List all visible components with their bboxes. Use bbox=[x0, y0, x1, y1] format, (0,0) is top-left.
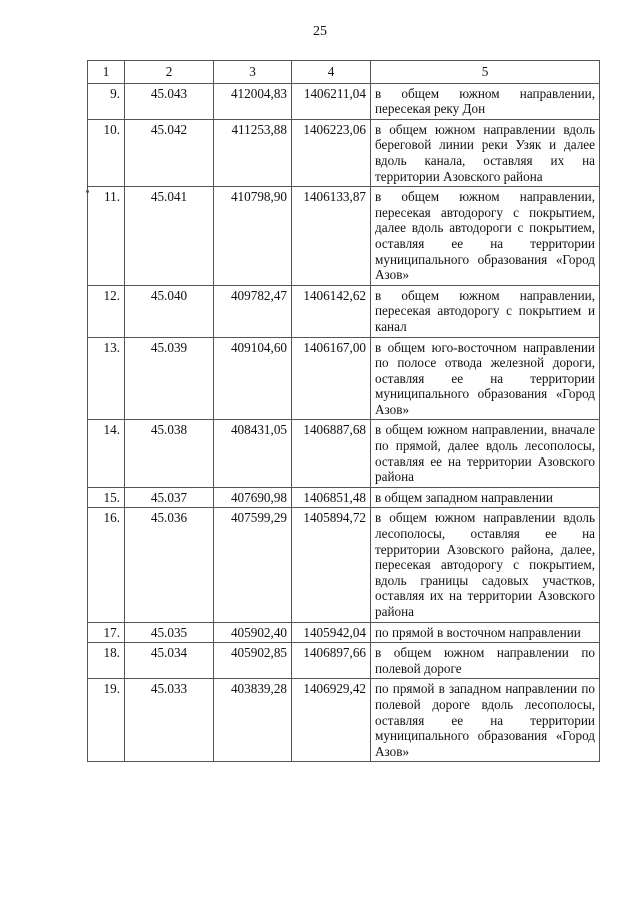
page-number: 25 bbox=[313, 24, 327, 39]
coord-y: 1406223,06 bbox=[292, 119, 371, 186]
direction-description: в общем западном направлении bbox=[371, 487, 600, 508]
table-row bbox=[88, 337, 600, 420]
direction-description: в общем южном направлении, вначале по прямой, далее вдоль лесополосы, оставляя ее на территории Азовского района bbox=[371, 420, 600, 487]
point-code: 45.039 bbox=[125, 337, 214, 420]
row-number: 16. bbox=[88, 508, 125, 622]
coord-y: 1406929,42 bbox=[292, 679, 371, 762]
header-col-3: 3 bbox=[214, 61, 292, 84]
coord-y: 1406851,48 bbox=[292, 487, 371, 508]
coord-y: 1406887,68 bbox=[292, 420, 371, 487]
direction-description: в общем южном направлении вдоль лесополосы, оставляя ее на территории Азовского района, далее, пересекая автодорогу с покрытием, вдоль границы садовых участков, оставляя их на территории Азовского района bbox=[371, 508, 600, 622]
point-code: 45.033 bbox=[125, 679, 214, 762]
table-row bbox=[88, 487, 600, 508]
coord-x: 403839,28 bbox=[214, 679, 292, 762]
row-number: 11. bbox=[88, 187, 125, 286]
direction-description: в общем южном направлении по полевой дороге bbox=[371, 643, 600, 679]
table-row bbox=[88, 643, 600, 679]
coord-x: 408431,05 bbox=[214, 420, 292, 487]
point-code: 45.041 bbox=[125, 187, 214, 286]
direction-description: в общем юго-восточном направлении по полосе отвода железной дороги, оставляя ее на территории муниципального образования «Город Азов» bbox=[371, 337, 600, 420]
coord-x: 412004,83 bbox=[214, 83, 292, 119]
point-code: 45.034 bbox=[125, 643, 214, 679]
row-number: 18. bbox=[88, 643, 125, 679]
table-row bbox=[88, 119, 600, 186]
row-number: 13. bbox=[88, 337, 125, 420]
table-row bbox=[88, 679, 600, 762]
point-code: 45.040 bbox=[125, 285, 214, 337]
coord-y: 1406133,87 bbox=[292, 187, 371, 286]
table-row bbox=[88, 187, 600, 286]
coord-x: 411253,88 bbox=[214, 119, 292, 186]
coord-y: 1406897,66 bbox=[292, 643, 371, 679]
table-row bbox=[88, 420, 600, 487]
table-row bbox=[88, 622, 600, 643]
row-number: 9. bbox=[88, 83, 125, 119]
point-code: 45.035 bbox=[125, 622, 214, 643]
coord-x: 409104,60 bbox=[214, 337, 292, 420]
point-code: 45.043 bbox=[125, 83, 214, 119]
row-number: 19. bbox=[88, 679, 125, 762]
coord-y: 1405894,72 bbox=[292, 508, 371, 622]
coord-x: 409782,47 bbox=[214, 285, 292, 337]
row-number: 12. bbox=[88, 285, 125, 337]
table-row bbox=[88, 83, 600, 119]
row-number: 17. bbox=[88, 622, 125, 643]
point-code: 45.038 bbox=[125, 420, 214, 487]
direction-description: в общем южном направлении, пересекая автодорогу с покрытием, далее вдоль автодороги с покрытием, оставляя ее на территории муниципального образования «Город Азов» bbox=[371, 187, 600, 286]
coord-x: 407599,29 bbox=[214, 508, 292, 622]
coord-x: 407690,98 bbox=[214, 487, 292, 508]
row-number: 14. bbox=[88, 420, 125, 487]
coord-x: 405902,85 bbox=[214, 643, 292, 679]
coord-y: 1406167,00 bbox=[292, 337, 371, 420]
row-number: 10. bbox=[88, 119, 125, 186]
direction-description: по прямой в западном направлении по полевой дороге вдоль лесополосы, оставляя ее на территории муниципального образования «Город Азов» bbox=[371, 679, 600, 762]
direction-description: в общем южном направлении, пересекая реку Дон bbox=[371, 83, 600, 119]
table-row bbox=[88, 508, 600, 622]
point-code: 45.037 bbox=[125, 487, 214, 508]
row-number: 15. bbox=[88, 487, 125, 508]
coord-y: 1405942,04 bbox=[292, 622, 371, 643]
direction-description: по прямой в восточном направлении bbox=[371, 622, 600, 643]
table-row bbox=[88, 285, 600, 337]
point-code: 45.042 bbox=[125, 119, 214, 186]
point-code: 45.036 bbox=[125, 508, 214, 622]
direction-description: в общем южном направлении вдоль береговой линии реки Узяк и далее вдоль канала, оставляя их на территории Азовского района bbox=[371, 119, 600, 186]
header-col-1: 1 bbox=[88, 61, 125, 84]
coord-x: 410798,90 bbox=[214, 187, 292, 286]
header-col-2: 2 bbox=[125, 61, 214, 84]
header-col-4: 4 bbox=[292, 61, 371, 84]
header-col-5: 5 bbox=[371, 61, 600, 84]
direction-description: в общем южном направлении, пересекая автодорогу с покрытием и канал bbox=[371, 285, 600, 337]
coord-y: 1406211,04 bbox=[292, 83, 371, 119]
coord-y: 1406142,62 bbox=[292, 285, 371, 337]
table-header-row bbox=[88, 61, 600, 84]
boundary-points-table bbox=[87, 60, 600, 762]
coord-x: 405902,40 bbox=[214, 622, 292, 643]
